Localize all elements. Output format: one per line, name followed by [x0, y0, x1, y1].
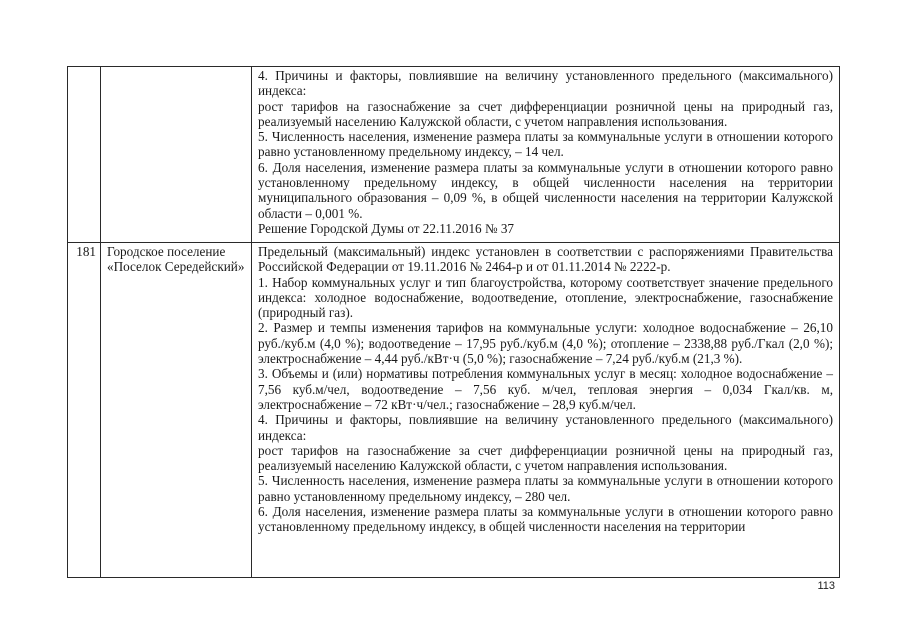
municipality-name-line: «Поселок Середейский» — [107, 259, 245, 275]
paragraph: Предельный (максимальный) индекс установлен в соответствии с распоряжениями Правительства Российской Федерации от 19.11.2016 № 2464-р и от 01.11.2014 № 2222-р. — [258, 244, 833, 275]
paragraph: рост тарифов на газоснабжение за счет дифференциации розничной цены на природный газ, реализуемый населению Калужской области, с учетом направления использования. — [258, 442, 833, 474]
row-number-cell: 181 — [68, 243, 101, 578]
document-table — [67, 66, 840, 578]
paragraph: 3. Объемы и (или) нормативы потребления коммунальных услуг в месяц: холодное водоснабжение – 7,56 куб.м/чел, водоотведение – 7,56 куб. м/чел, тепловая энергия – 0,034 Гкал/кв. м, электроснабжение – 72 кВт·ч/чел.; газоснабжение – 28,9 куб.м/чел. — [258, 366, 833, 412]
paragraph: 6. Доля населения, изменение размера платы за коммунальные услуги в отношении которого равно установленному предельному индексу, в общей численности населения на территории — [258, 504, 833, 535]
row-text-cell — [252, 67, 840, 243]
paragraph: Решение Городской Думы от 22.11.2016 № 37 — [258, 220, 515, 236]
table-row — [68, 243, 840, 578]
paragraph: 6. Доля населения, изменение размера платы за коммунальные услуги в отношении которого равно установленному предельному индексу, в общей численности населения на территории муниципального образования – 0,09 %, в общей численности населения на территории Калужской области – 0,001 %. — [258, 159, 833, 221]
paragraph: 2. Размер и темпы изменения тарифов на коммунальные услуги: холодное водоснабжение – 26,10 руб./куб.м (4,0 %); водоотведение – 17,95 руб./куб.м (4,0 %); отопление – 2338,88 руб./Гкал (2,0 %); электроснабжение – 4,44 руб./кВт·ч (5,0 %); газоснабжение – 7,24 руб./куб.м (21,3 %). — [258, 320, 833, 367]
paragraph: 4. Причины и факторы, повлиявшие на величину установленного предельного (максимального) индекса: — [258, 412, 833, 443]
paragraph: 1. Набор коммунальных услуг и тип благоустройства, которому соответствует значение предельного индекса: холодное водоснабжение, водоотведение, отопление, электроснабжение, газоснабжение (природный газ). — [258, 274, 833, 321]
paragraph: 5. Численность населения, изменение размера платы за коммунальные услуги в отношении которого равно установленному предельному индексу, – 14 чел. — [258, 129, 833, 160]
paragraph: 5. Численность населения, изменение размера платы за коммунальные услуги в отношении которого равно установленному предельному индексу, – 280 чел. — [258, 473, 833, 504]
table-row — [68, 67, 840, 243]
page-number: 113 — [817, 580, 835, 592]
paragraph: рост тарифов на газоснабжение за счет дифференциации розничной цены на природный газ, реализуемый населению Калужской области, с учетом направления использования. — [258, 98, 833, 129]
row-number-cell — [68, 67, 101, 243]
row-name-cell — [101, 243, 252, 578]
municipality-name-line: Городское поселение — [107, 244, 226, 259]
row-name-cell — [101, 67, 252, 243]
row-text-cell — [252, 243, 840, 578]
paragraph: 4. Причины и факторы, повлиявшие на величину установленного предельного (максимального) индекса: — [258, 68, 833, 99]
